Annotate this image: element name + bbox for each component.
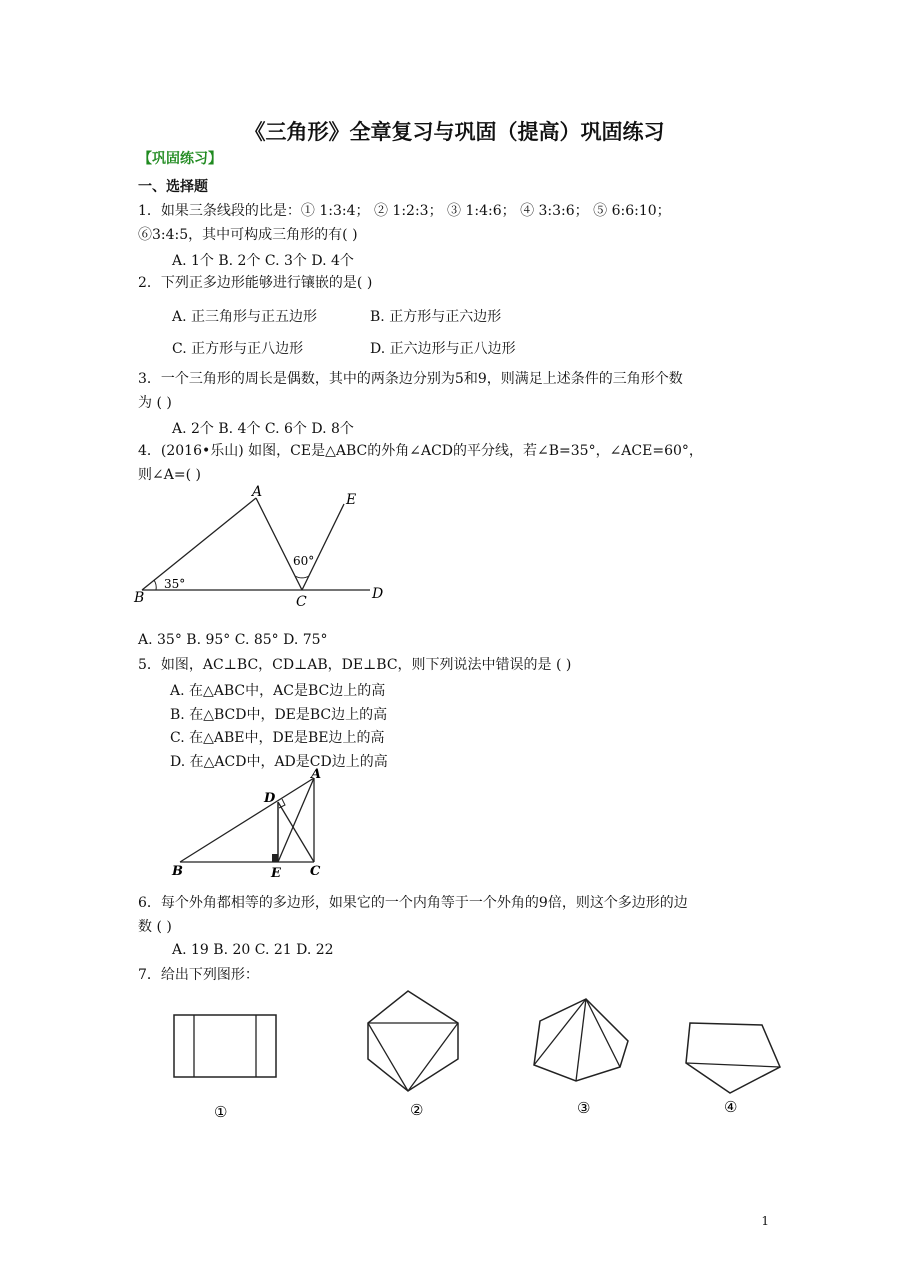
q1-options: A. 1个 B. 2个 C. 3个 D. 4个 bbox=[172, 253, 354, 269]
q5-figure bbox=[168, 768, 338, 883]
figure-1-label: ① bbox=[214, 1103, 228, 1120]
q4-point-c: C bbox=[296, 594, 307, 610]
q2-option-d: D. 正六边形与正八边形 bbox=[370, 341, 516, 357]
q5-point-e: E bbox=[271, 866, 281, 881]
q4-options: A. 35° B. 95° C. 85° D. 75° bbox=[138, 632, 328, 648]
q5-option-a: A. 在△ABC中，AC是BC边上的高 bbox=[170, 683, 386, 699]
q3-options: A. 2个 B. 4个 C. 6个 D. 8个 bbox=[172, 421, 354, 437]
q5-option-c: C. 在△ABE中，DE是BE边上的高 bbox=[170, 730, 385, 746]
q4-point-a: A bbox=[252, 484, 263, 500]
q7-stem: 7．给出下列图形： bbox=[138, 967, 259, 983]
q4-angle-c: 60° bbox=[293, 554, 315, 568]
q2-option-a: A. 正三角形与正五边形 bbox=[172, 309, 318, 325]
q1-line2: ⑥3:4:5，其中可构成三角形的有( ) bbox=[138, 227, 358, 243]
q5-stem: 5．如图，AC⊥BC，CD⊥AB，DE⊥BC，则下列说法中错误的是 ( ) bbox=[138, 657, 572, 673]
q5-point-c: C bbox=[310, 864, 321, 879]
q5-point-b: B bbox=[172, 864, 183, 879]
q6-options: A. 19 B. 20 C. 21 D. 22 bbox=[172, 942, 334, 958]
q1-line1: 1．如果三条线段的比是：① 1:3:4； ② 1:2:3； ③ 1:4:6； ④ 3:3:6； ⑤ 6:6:10； bbox=[138, 203, 671, 219]
figure-2 bbox=[368, 991, 458, 1091]
figure-4-label: ④ bbox=[724, 1098, 738, 1116]
figure-3-label: ③ bbox=[577, 1099, 591, 1117]
q7-figures bbox=[160, 985, 800, 1120]
q5-point-d: D bbox=[264, 791, 276, 806]
q2-option-c: C. 正方形与正八边形 bbox=[172, 341, 304, 357]
q4-point-b: B bbox=[134, 590, 145, 606]
q3-line2: 为 ( ) bbox=[138, 395, 172, 411]
q4-line2: 则∠A=( ) bbox=[138, 467, 201, 483]
q5-option-d: D. 在△ACD中，AD是CD边上的高 bbox=[170, 754, 388, 770]
figure-2-label: ② bbox=[410, 1101, 424, 1119]
q6-line2: 数 ( ) bbox=[138, 919, 172, 935]
page-title: 《三角形》全章复习与巩固（提高）巩固练习 bbox=[244, 119, 665, 144]
q2-stem: 2．下列正多边形能够进行镶嵌的是( ) bbox=[138, 275, 373, 291]
q4-line1: 4．(2016•乐山) 如图，CE是△ABC的外角∠ACD的平分线，若∠B=35°，∠ACE=60°， bbox=[138, 443, 703, 459]
q4-point-d: D bbox=[372, 586, 384, 602]
section-label: 【巩固练习】 bbox=[138, 151, 222, 167]
figure-1 bbox=[174, 1015, 276, 1077]
q5-point-a: A bbox=[311, 768, 322, 782]
part-heading: 一、选择题 bbox=[138, 179, 208, 195]
q2-option-b: B. 正方形与正六边形 bbox=[370, 309, 502, 325]
q4-angle-b: 35° bbox=[164, 577, 186, 591]
figure-3 bbox=[534, 999, 628, 1081]
page-number: 1 bbox=[761, 1214, 769, 1228]
figure-4 bbox=[686, 1023, 780, 1093]
q4-figure bbox=[130, 478, 400, 613]
q5-option-b: B. 在△BCD中，DE是BC边上的高 bbox=[170, 707, 388, 723]
q4-point-e: E bbox=[346, 492, 357, 508]
q3-line1: 3．一个三角形的周长是偶数，其中的两条边分别为5和9，则满足上述条件的三角形个数 bbox=[138, 371, 683, 387]
q6-line1: 6．每个外角都相等的多边形，如果它的一个内角等于一个外角的9倍，则这个多边形的边 bbox=[138, 895, 688, 911]
